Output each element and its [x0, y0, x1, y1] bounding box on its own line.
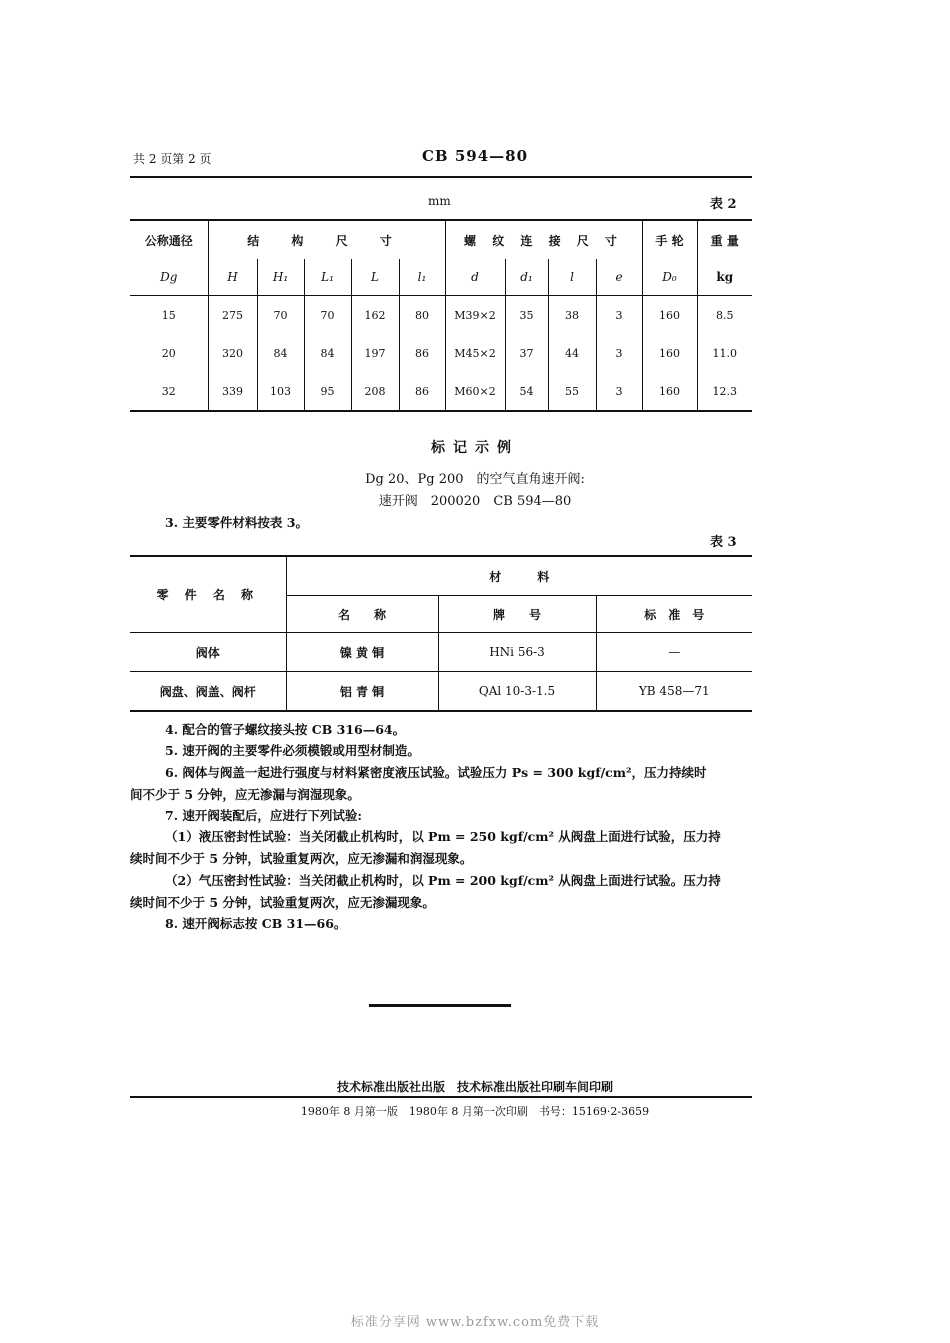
cell: 339 — [208, 372, 257, 411]
footer-rule — [130, 1096, 752, 1098]
table2-unit: mm — [428, 194, 451, 208]
item-4: 4. 配合的管子螺纹接头按 CB 316—64。 — [165, 722, 406, 737]
sub-header-standard: 标 准 号 — [596, 596, 752, 633]
table3-name: 表 3 — [710, 535, 737, 550]
item-7-2-line-1: （2）气压密封性试验：当关闭截止机构时，以 Pm = 200 kgf/cm² 从阀盘上面进行试验。压力持 — [165, 873, 721, 888]
weight-header: 重 量 — [697, 220, 752, 259]
cell: 12.3 — [697, 372, 752, 411]
col-header: e — [596, 259, 642, 296]
sub-header-grade: 牌 号 — [438, 596, 596, 633]
print-info: 1980年 8 月第一版 1980年 8 月第一次印刷 书号：15169·2-3659 — [300, 1105, 650, 1118]
col-header: kg — [697, 259, 752, 296]
cell: QAl 10-3-1.5 — [438, 672, 596, 712]
cell: 铝 青 铜 — [286, 672, 438, 712]
cell: 208 — [351, 372, 399, 411]
nominal-header: 公称通径 — [144, 233, 193, 248]
cell: M45×2 — [445, 334, 505, 372]
cell: 15 — [161, 308, 176, 322]
cell: 160 — [642, 372, 697, 411]
cell: 70 — [304, 296, 351, 335]
cell: 镍 黄 铜 — [286, 633, 438, 672]
cell: 阀体 — [130, 633, 286, 672]
cell: 80 — [399, 296, 445, 335]
cell: 55 — [548, 372, 596, 411]
item-6-line-2: 间不少于 5 分钟，应无渗漏与润湿现象。 — [130, 787, 360, 802]
cell: 160 — [642, 334, 697, 372]
col-header: d — [445, 259, 505, 296]
marking-title: 标记示例 — [431, 440, 519, 456]
cell: 8.5 — [697, 296, 752, 335]
item-3: 3. 主要零件材料按表 3。 — [165, 515, 308, 530]
col-header: L₁ — [304, 259, 351, 296]
cell: 3 — [596, 372, 642, 411]
marking-line-2: 速开阀 200020 CB 594—80 — [378, 494, 572, 509]
table-3 — [130, 555, 752, 712]
cell: 阀盘、阀盖、阀杆 — [130, 672, 286, 712]
cell: 3 — [596, 334, 642, 372]
item-8: 8. 速开阀标志按 CB 31—66。 — [165, 916, 347, 931]
cell: YB 458—71 — [596, 672, 752, 712]
item-7: 7. 速开阀装配后，应进行下列试验: — [165, 808, 363, 823]
col-header: D₀ — [642, 259, 697, 296]
cell: M39×2 — [445, 296, 505, 335]
cell: 54 — [505, 372, 548, 411]
cell: 32 — [161, 384, 176, 398]
table-row — [130, 633, 752, 672]
cell: 103 — [257, 372, 304, 411]
col-header: Dg — [130, 259, 208, 296]
col-header: H — [208, 259, 257, 296]
cell: 44 — [548, 334, 596, 372]
col-header: l₁ — [399, 259, 445, 296]
handwheel-header: 手 轮 — [642, 220, 697, 259]
item-6-line-1: 6. 阀体与阀盖一起进行强度与材料紧密度液压试验。试验压力 Ps = 300 kgf/cm²，压力持续时 — [165, 765, 707, 780]
publisher-line: 技术标准出版社出版 技术标准出版社印刷车间印刷 — [336, 1080, 613, 1094]
item-7-2-line-2: 续时间不少于 5 分钟，试验重复两次，应无渗漏现象。 — [130, 895, 435, 910]
cell: 197 — [351, 334, 399, 372]
watermark: 标准分享网 www.bzfxw.com免费下载 — [350, 1315, 600, 1330]
cell: 11.0 — [697, 334, 752, 372]
col-header: l — [548, 259, 596, 296]
cell: 84 — [257, 334, 304, 372]
cell: 37 — [505, 334, 548, 372]
structure-header: 结 构 尺 寸 — [208, 220, 445, 259]
item-5: 5. 速开阀的主要零件必须模锻或用型材制造。 — [165, 743, 420, 758]
material-header: 材 料 — [286, 556, 752, 596]
end-rule — [369, 1004, 511, 1007]
cell: 320 — [208, 334, 257, 372]
item-7-1-line-1: （1）液压密封性试验：当关闭截止机构时，以 Pm = 250 kgf/cm² 从阀盘上面进行试验，压力持 — [165, 829, 721, 844]
page-info: 共 2 页第 2 页 — [133, 152, 212, 166]
cell: 86 — [399, 372, 445, 411]
cell: 162 — [351, 296, 399, 335]
table-row — [130, 672, 752, 712]
table-row — [130, 296, 752, 335]
standard-number: CB 594—80 — [421, 147, 529, 165]
part-name-header: 零 件 名 称 — [130, 556, 286, 633]
cell: 3 — [596, 296, 642, 335]
col-header: d₁ — [505, 259, 548, 296]
cell: 35 — [505, 296, 548, 335]
cell: 160 — [642, 296, 697, 335]
table-row — [130, 372, 752, 411]
cell: HNi 56-3 — [438, 633, 596, 672]
cell: 38 — [548, 296, 596, 335]
cell: 70 — [257, 296, 304, 335]
cell: 86 — [399, 334, 445, 372]
cell: — — [596, 633, 752, 672]
thread-header: 螺 纹 连 接 尺 寸 — [445, 220, 642, 259]
cell: 95 — [304, 372, 351, 411]
cell: M60×2 — [445, 372, 505, 411]
col-header: H₁ — [257, 259, 304, 296]
item-7-1-line-2: 续时间不少于 5 分钟，试验重复两次，应无渗漏和润湿现象。 — [130, 851, 473, 866]
table2-name: 表 2 — [710, 197, 737, 212]
table-2 — [130, 219, 752, 412]
cell: 84 — [304, 334, 351, 372]
marking-line-1: Dg 20、Pg 200 的空气直角速开阀: — [365, 472, 585, 487]
col-header: L — [351, 259, 399, 296]
cell: 275 — [208, 296, 257, 335]
table-row — [130, 334, 752, 372]
header-rule — [130, 176, 752, 178]
sub-header-name: 名 称 — [286, 596, 438, 633]
cell: 20 — [161, 346, 176, 360]
